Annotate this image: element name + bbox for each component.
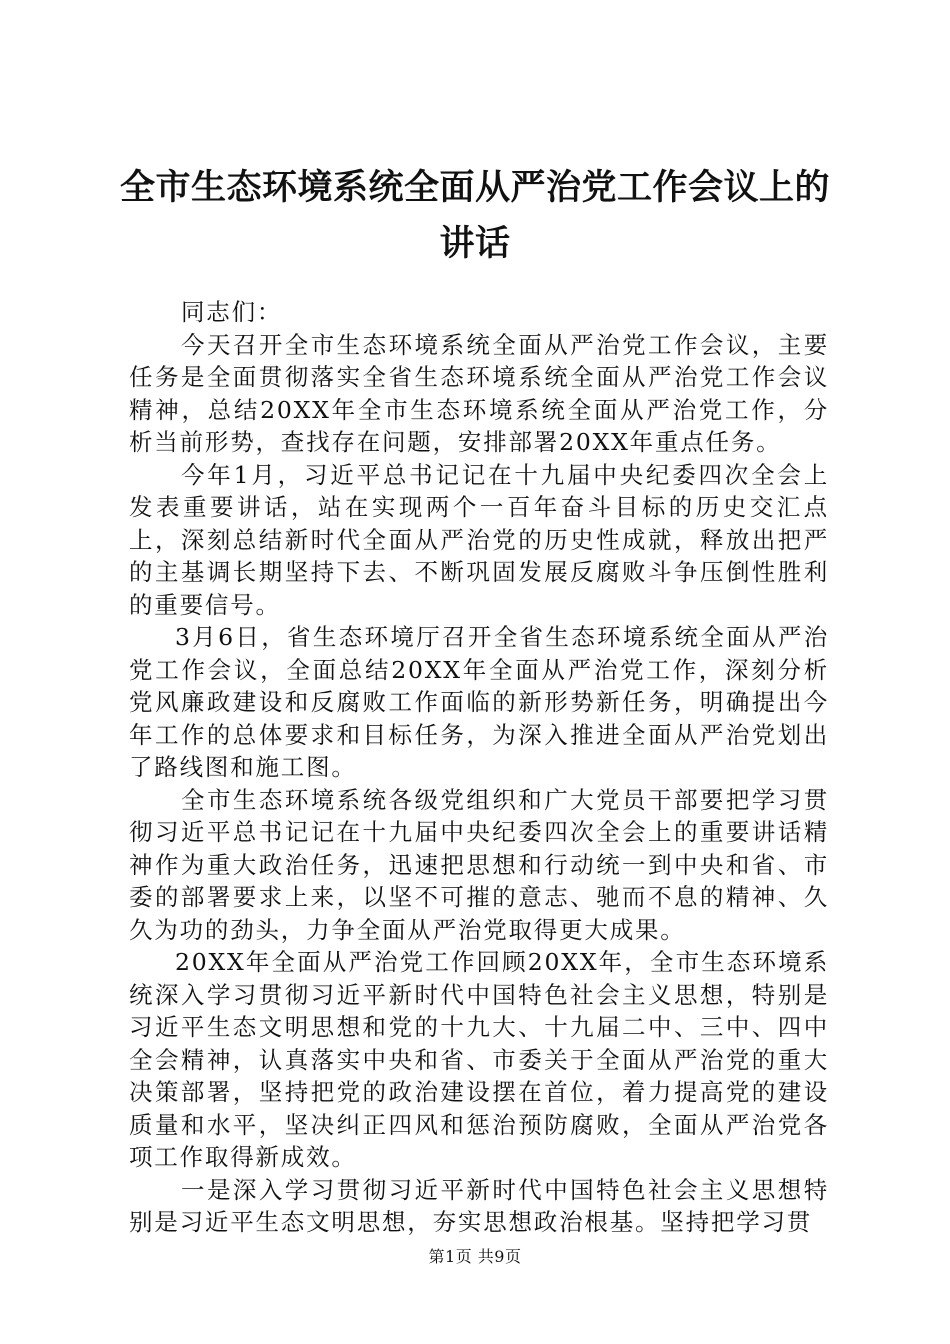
paragraph-3: 3月6日，省生态环境厅召开全省生态环境系统全面从严治党工作会议，全面总结20XX年全面从严治党工作，深刻分析党风廉政建设和反腐败工作面临的新形势新任务，明确提出今年工作的总体要求和目标任务，为深入推进全面从严治党划出了路线图和施工图。	[129, 623, 829, 781]
paragraph-5: 20XX年全面从严治党工作回顾20XX年，全市生态环境系统深入学习贯彻习近平新时代中国特色社会主义思想，特别是习近平生态文明思想和党的十九大、十九届二中、三中、四中全会精神，认真落实中央和省、市委关于全面从严治党的重大决策部署，坚持把党的政治建设摆在首位，着力提高党的建设质量和水平，坚决纠正四风和惩治预防腐败，全面从严治党各项工作取得新成效。	[129, 948, 829, 1171]
title-line-1: 全市生态环境系统全面从严治党工作会议上的	[119, 168, 830, 208]
greeting: 同志们：	[181, 298, 283, 326]
paragraph-1: 今天召开全市生态环境系统全面从严治党工作会议，主要任务是全面贯彻落实全省生态环境系统全面从严治党工作会议精神，总结20XX年全市生态环境系统全面从严治党工作，分析当前形势，查找存在问题，安排部署20XX年重点任务。	[129, 330, 829, 456]
page-indicator: 第1页 共9页	[428, 1247, 522, 1266]
paragraph-2: 今年1月，习近平总书记记在十九届中央纪委四次全会上发表重要讲话，站在实现两个一百年奋斗目标的历史交汇点上，深刻总结新时代全面从严治党的历史性成就，释放出把严的主基调长期坚持下去、不断巩固发展反腐败斗争压倒性胜利的重要信号。	[129, 460, 829, 619]
paragraph-4: 全市生态环境系统各级党组织和广大党员干部要把学习贯彻习近平总书记记在十九届中央纪委四次全会上的重要讲话精神作为重大政治任务，迅速把思想和行动统一到中央和省、市委的部署要求上来，以坚不可摧的意志、驰而不息的精神、久久为功的劲头，力争全面从严治党取得更大成果。	[129, 785, 829, 944]
document-title	[100, 160, 850, 272]
title-line-2: 讲话	[439, 224, 511, 264]
paragraph-6: 一是深入学习贯彻习近平新时代中国特色社会主义思想特别是习近平生态文明思想，夯实思想政治根基。坚持把学习贯	[129, 1175, 829, 1236]
page-footer	[0, 1246, 950, 1268]
document-body	[129, 296, 829, 1239]
